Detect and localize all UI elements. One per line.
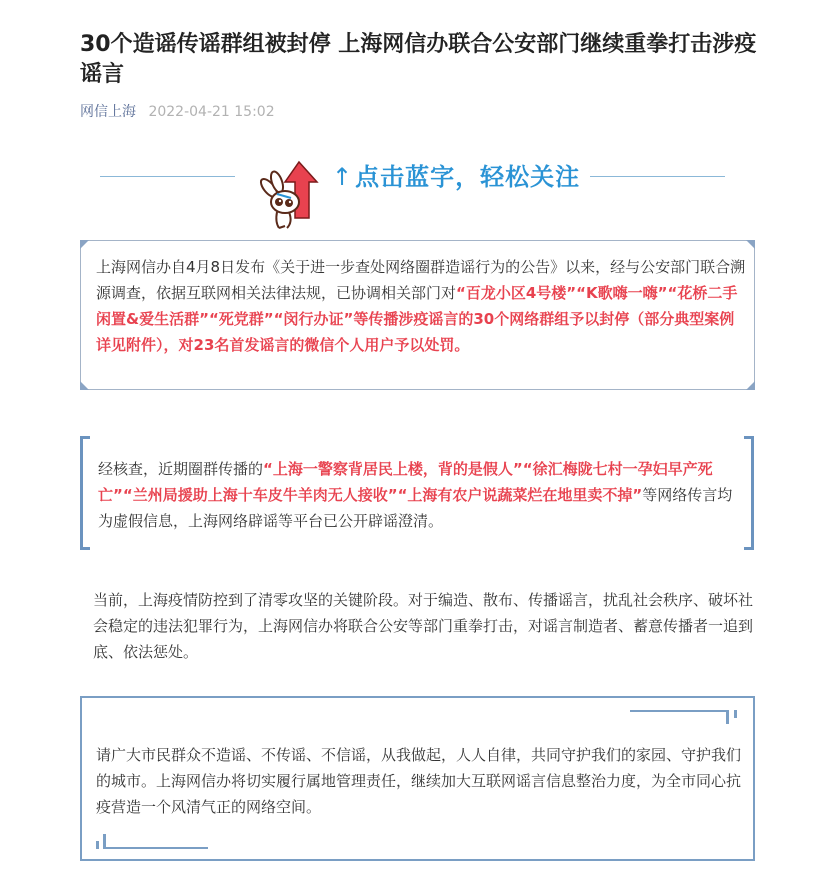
follow-prompt-text: 点击蓝字，轻松关注	[355, 163, 581, 191]
bracket-right-decoration	[744, 436, 754, 550]
paragraph-text: 经核查，近期圈群传播的	[98, 460, 264, 478]
corner-decoration	[80, 381, 89, 390]
corner-decoration	[96, 841, 99, 849]
up-arrow-icon: ↑	[332, 163, 354, 191]
paragraph-appeal: 请广大市民群众不造谣、不传谣、不信谣，从我做起，人人自律，共同守护我们的家园、守护我们的城市。上海网信办将切实履行属地管理责任，继续加大互联网谣言信息整治力度，为全市同心抗疫营造一个风清气正的网络空间。	[96, 746, 742, 816]
corner-decoration	[80, 240, 89, 249]
corner-decoration	[746, 381, 755, 390]
author-link[interactable]: 网信上海	[80, 104, 136, 120]
paragraph-closed-groups	[96, 254, 746, 358]
corner-decoration	[746, 240, 755, 249]
paragraph-text: 上海网信办自4月8日发布《关于进一步查处网络圈群造谣行为的公告》以来，经与公安部门联合溯源调查，依据互联网相关法律法规，已协调相关部门对	[96, 258, 746, 302]
bracket-left-decoration	[80, 436, 90, 550]
banner-divider-left	[100, 176, 235, 177]
paragraph-debunked-rumors	[98, 456, 743, 534]
corner-decoration	[630, 710, 726, 712]
banner-divider-right	[590, 176, 725, 177]
paragraph-text: 等网络传言均为虚假信息，上海网络辟谣等平台已公开辟谣澄清。	[98, 486, 733, 530]
notice-box-closed-groups	[80, 240, 755, 390]
notice-box-appeal	[80, 696, 755, 861]
corner-decoration	[106, 847, 208, 849]
article-meta	[80, 103, 275, 121]
highlighted-text: “上海一警察背居民上楼，背的是假人”“徐汇梅陇七村一孕妇早产死亡”“兰州局援助上海十车皮牛羊肉无人接收”“上海有农户说蔬菜烂在地里卖不掉”	[98, 460, 713, 504]
follow-prompt[interactable]	[332, 161, 580, 193]
paragraph-crackdown: 当前，上海疫情防控到了清零攻坚的关键阶段。对于编造、散布、传播谣言，扰乱社会秩序、破坏社会稳定的违法犯罪行为，上海网信办将联合公安等部门重拳打击，对谣言制造者、蓄意传播者一追到底、依法惩处。	[93, 591, 754, 661]
corner-decoration	[734, 710, 737, 718]
rabbit-mascot-icon	[255, 160, 327, 232]
highlighted-text: “百龙小区4号楼”“K歌嗨一嗨”“花桥二手闲置&爱生活群”“死党群”“闵行办证”等传播涉疫谣言的30个网络群组予以封停（部分典型案例详见附件），对23名首发谣言的微信个人用户予以处罚。	[96, 284, 738, 354]
corner-decoration	[726, 710, 729, 724]
article-title: 30个造谣传谣群组被封停 上海网信办联合公安部门继续重拳打击涉疫谣言	[80, 32, 757, 87]
publish-date: 2022-04-21 15:02	[148, 104, 275, 120]
